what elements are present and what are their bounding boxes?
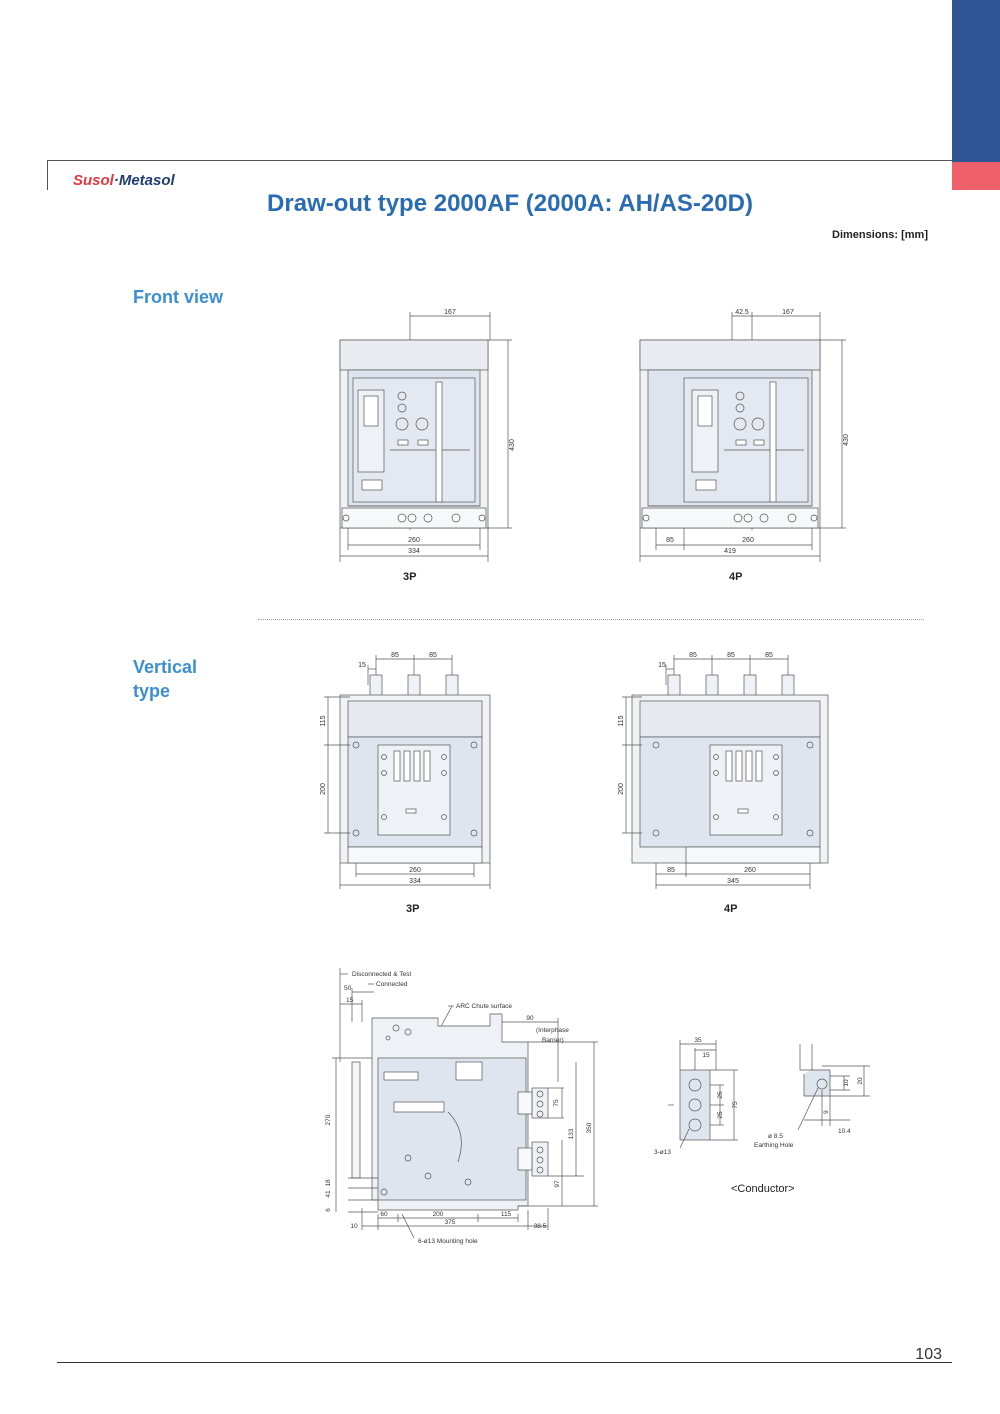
vert-3p-dim-15: 15 [358, 662, 366, 669]
side-dim-60: 60 [380, 1211, 388, 1218]
front-3p-dim-430: 430 [509, 439, 516, 451]
vert-4p-dim-115: 115 [618, 715, 625, 727]
side-dim-38-5: 38.5 [533, 1223, 547, 1230]
side-dim-375: 375 [444, 1219, 456, 1226]
side-disconnected-test: Disconnected & Test [352, 971, 412, 978]
cond-dim-25b: 25 [717, 1111, 724, 1119]
vert-4p-dim-85c: 85 [765, 652, 773, 659]
footer-rule [57, 1362, 952, 1363]
side-dim-15: 15 [346, 997, 354, 1004]
vert-4p-dim-85b: 85 [727, 652, 735, 659]
header-rule [47, 160, 952, 161]
section-vertical-line2: type [133, 681, 171, 701]
vertical-4p-drawing [612, 645, 842, 895]
vertical-3p-drawing [310, 645, 510, 895]
section-separator [258, 619, 924, 620]
front-3p-dim-334: 334 [408, 548, 420, 555]
section-front-view: Front view [133, 287, 224, 307]
cond-dim-35: 35 [694, 1037, 702, 1044]
front-3p-dim-167: 167 [444, 309, 456, 316]
front-4p-dim-430: 430 [843, 434, 850, 446]
side-dim-200: 200 [432, 1211, 444, 1218]
front-view-4p-drawing [620, 300, 860, 570]
front-view-3p-drawing [320, 300, 530, 570]
side-view-drawing [318, 962, 618, 1252]
cond-earth-diameter: ø 8.5 [768, 1133, 783, 1140]
side-dim-75: 75 [553, 1099, 560, 1107]
vert-4p-dim-260: 260 [744, 867, 756, 874]
page-title: Draw-out type 2000AF (2000A: AH/AS-20D) [267, 190, 753, 217]
vert-4p-dim-85: 85 [667, 867, 675, 874]
cond-dim-25a: 25 [717, 1091, 724, 1099]
corner-tab-red [952, 162, 1000, 190]
conductor-drawing [640, 1030, 880, 1170]
vert-4p-dim-200: 200 [618, 783, 625, 795]
brand-part2: Metasol [118, 172, 175, 189]
side-dim-10: 10 [350, 1223, 358, 1230]
side-dim-97: 97 [554, 1180, 561, 1188]
vert-4p-dim-345: 345 [727, 878, 739, 885]
vertical-4p-caption: 4P [724, 903, 738, 915]
side-dim-6: 6 [325, 1208, 332, 1212]
side-dim-133: 133 [568, 1128, 575, 1140]
vert-3p-dim-200: 200 [320, 783, 327, 795]
page-number: 103 [915, 1346, 942, 1363]
brand-part1: Susol [73, 172, 114, 189]
side-dim-90: 90 [526, 1015, 534, 1022]
brand-logo [73, 172, 175, 189]
vert-3p-dim-334: 334 [409, 878, 421, 885]
front-4p-dim-260: 260 [742, 537, 754, 544]
side-arc-chute: ARC Chute surface [456, 1003, 512, 1010]
front-4p-caption: 4P [729, 571, 743, 583]
front-3p-dim-260: 260 [408, 537, 420, 544]
side-interphase-2: Barrier) [542, 1037, 564, 1044]
vert-3p-dim-115: 115 [320, 715, 327, 727]
brand-separator: · [113, 172, 119, 189]
side-connected: Connected [376, 981, 408, 988]
cond-dim-15: 15 [702, 1052, 710, 1059]
side-dim-18: 18 [325, 1179, 332, 1187]
cond-earth-hole: Earthing Hole [754, 1142, 794, 1149]
header-tick [47, 160, 48, 190]
conductor-caption: <Conductor> [731, 1183, 795, 1195]
cond-dim-10-4: 10.4 [838, 1128, 851, 1135]
dimensions-note: Dimensions: [mm] [832, 229, 928, 241]
cond-dim-75: 75 [732, 1101, 739, 1109]
side-dim-270: 270 [325, 1114, 332, 1126]
side-interphase-1: (Interphase [536, 1027, 569, 1034]
cond-dim-10: 10 [843, 1079, 850, 1087]
vert-3p-dim-85a: 85 [391, 652, 399, 659]
side-dim-50: 50 [344, 985, 352, 992]
front-4p-dim-167: 167 [782, 309, 794, 316]
side-dim-41: 41 [325, 1190, 332, 1198]
cond-holes: 3-ø13 [654, 1149, 671, 1156]
corner-tab-blue [952, 0, 1000, 162]
vert-4p-dim-85a: 85 [689, 652, 697, 659]
vert-3p-dim-260: 260 [409, 867, 421, 874]
side-dim-350: 350 [586, 1122, 593, 1134]
vert-4p-dim-15: 15 [658, 662, 666, 669]
cond-dim-20: 20 [857, 1077, 864, 1085]
cond-dim-9: 9 [823, 1110, 830, 1114]
front-4p-dim-419: 419 [724, 548, 736, 555]
side-mounting-hole: 6-ø13 Mounting hole [418, 1238, 478, 1245]
front-4p-dim-42-5: 42.5 [735, 309, 749, 316]
section-vertical-line1: Vertical [133, 657, 198, 677]
front-4p-dim-85: 85 [666, 537, 674, 544]
side-dim-115: 115 [500, 1211, 512, 1218]
front-3p-caption: 3P [403, 571, 417, 583]
vertical-3p-caption: 3P [406, 903, 420, 915]
vert-3p-dim-85b: 85 [429, 652, 437, 659]
